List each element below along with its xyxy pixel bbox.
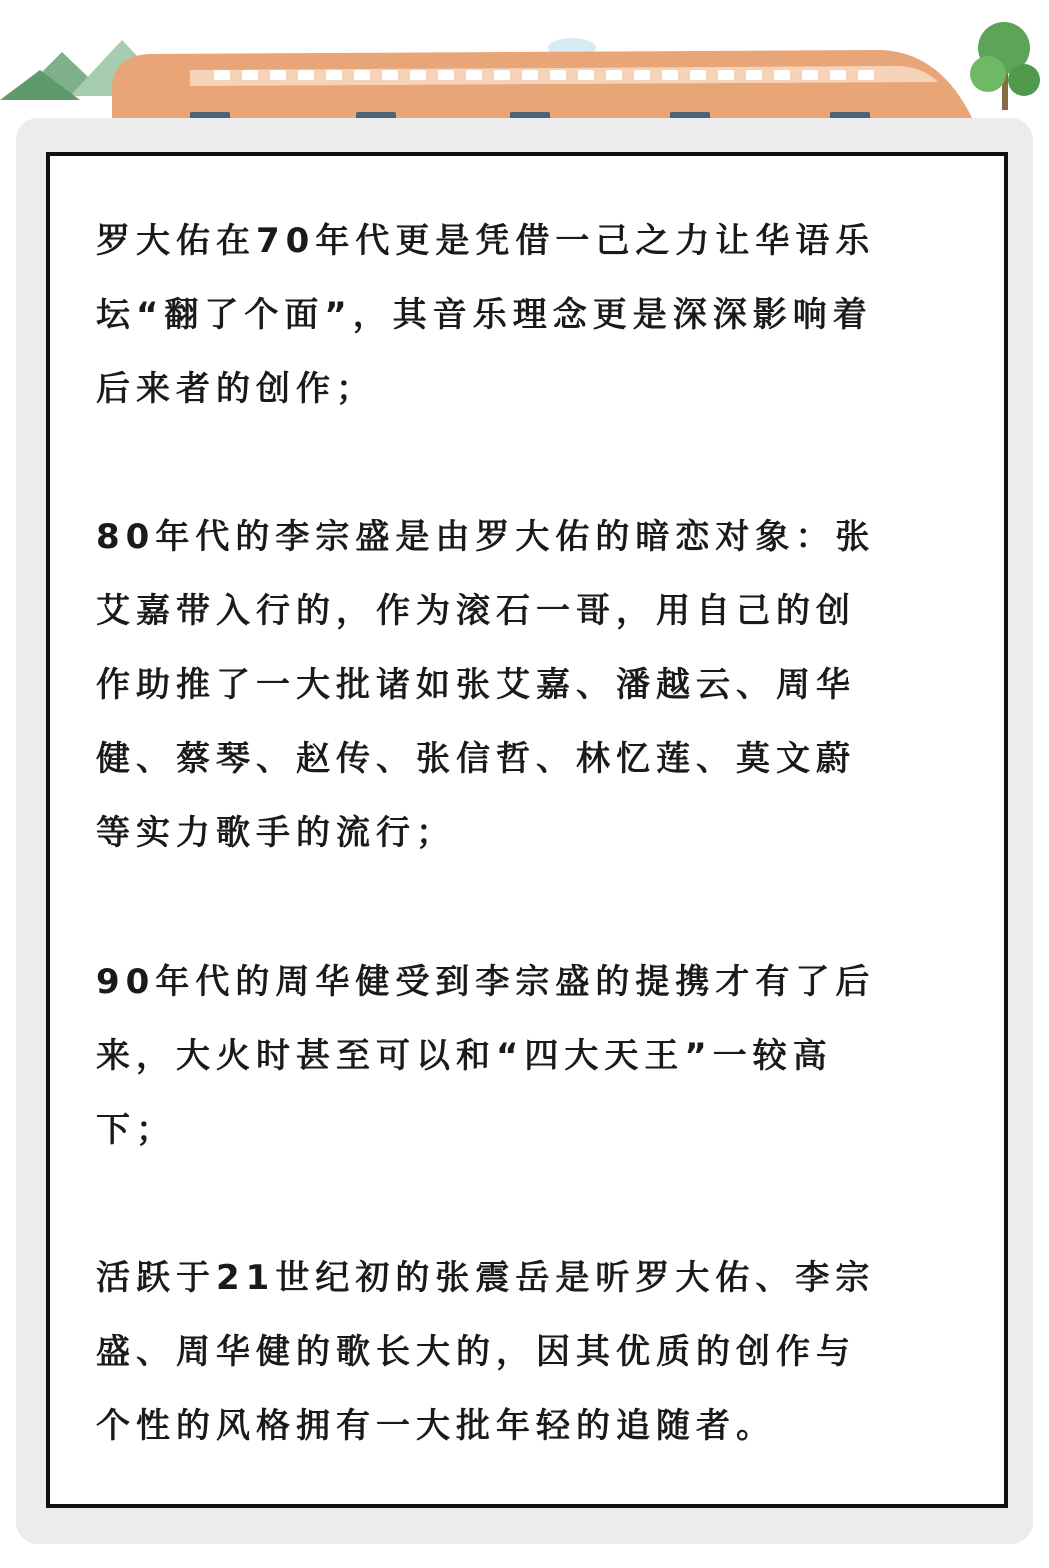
text-line: 健、蔡琴、赵传、张信哲、林忆莲、莫文蔚 — [96, 739, 856, 779]
paragraph-zhang-zhenyue — [96, 1241, 966, 1463]
text-line: 个性的风格拥有一大批年轻的追随者。 — [96, 1406, 776, 1446]
paragraph-li-zongsheng — [96, 500, 966, 870]
text-line: 90年代的周华健受到李宗盛的提携才有了后 — [96, 962, 876, 1002]
train-icon — [112, 50, 972, 120]
text-line: 后来者的创作； — [96, 369, 376, 409]
text-line: 艾嘉带入行的，作为滚石一哥，用自己的创 — [96, 591, 856, 631]
text-line: 来，大火时甚至可以和“四大天王”一较高 — [96, 1036, 833, 1076]
tree-icon — [970, 22, 1040, 110]
text-line: 下； — [96, 1110, 176, 1150]
text-line: 等实力歌手的流行； — [96, 813, 456, 853]
text-line: 活跃于21世纪初的张震岳是听罗大佑、李宗 — [96, 1258, 876, 1298]
text-line: 作助推了一大批诸如张艾嘉、潘越云、周华 — [96, 665, 856, 705]
paragraph-zhou-huajian — [96, 945, 966, 1167]
text-line: 80年代的李宗盛是由罗大佑的暗恋对象：张 — [96, 517, 876, 557]
paragraph-luo-dayou — [96, 204, 966, 426]
text-line: 罗大佑在70年代更是凭借一己之力让华语乐 — [96, 221, 876, 261]
text-line: 盛、周华健的歌长大的，因其优质的创作与 — [96, 1332, 856, 1372]
text-line: 坛“翻了个面”，其音乐理念更是深深影响着 — [96, 295, 873, 335]
header-illustration — [0, 0, 1049, 130]
